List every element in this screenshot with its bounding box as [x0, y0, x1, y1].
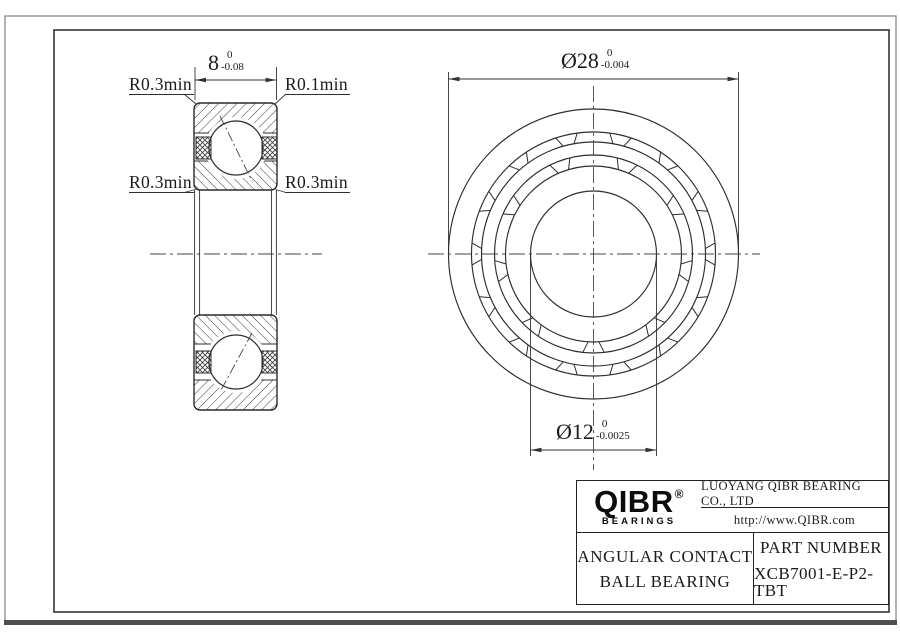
dimension-tolerance — [601, 47, 629, 72]
company-info — [701, 481, 888, 532]
dimension-tolerance — [221, 49, 244, 74]
dimension-value: Ø28 — [561, 48, 599, 73]
title-block-detail-row — [577, 533, 888, 604]
radius-label-mid-right: R0.3min — [285, 172, 348, 192]
logo-text: QIBR — [594, 483, 674, 519]
registered-trademark-symbol: ® — [674, 486, 684, 501]
tolerance-lower: -0.08 — [221, 61, 244, 74]
tolerance-upper: 0 — [606, 47, 613, 59]
product-description — [577, 533, 753, 604]
section-view — [150, 67, 322, 410]
tolerance-upper: 0 — [601, 418, 608, 430]
product-line-2: BALL BEARING — [599, 571, 731, 591]
dimension-value: 8 — [208, 50, 219, 75]
title-block — [576, 480, 889, 605]
part-number-label: PART NUMBER — [760, 537, 882, 557]
product-line-1: ANGULAR CONTACT — [577, 546, 753, 566]
dimension-tolerance — [596, 418, 630, 443]
part-number-value: XCB7001-E-P2-TBT — [754, 563, 874, 600]
tolerance-lower: -0.004 — [600, 59, 630, 72]
company-logo — [577, 481, 701, 532]
title-block-header-row — [577, 481, 888, 533]
part-number-cell — [753, 533, 888, 604]
bore-dimension-text — [556, 418, 630, 444]
logo-subtitle: BEARINGS — [601, 516, 677, 528]
company-website: http://www.QIBR.com — [733, 512, 856, 527]
front-view — [428, 72, 760, 470]
radius-label-top-left: R0.3min — [129, 74, 192, 94]
tolerance-lower: -0.0025 — [595, 430, 630, 443]
radius-label-top-right: R0.1min — [285, 74, 348, 94]
company-name: LUOYANG QIBR BEARING CO., LTD — [701, 481, 888, 508]
logo-wordmark — [594, 483, 684, 519]
width-dimension-text — [208, 49, 244, 75]
radius-label-mid-left: R0.3min — [129, 172, 192, 192]
od-dimension-text — [561, 47, 630, 73]
dimension-value: Ø12 — [556, 419, 594, 444]
tolerance-upper: 0 — [227, 49, 233, 61]
